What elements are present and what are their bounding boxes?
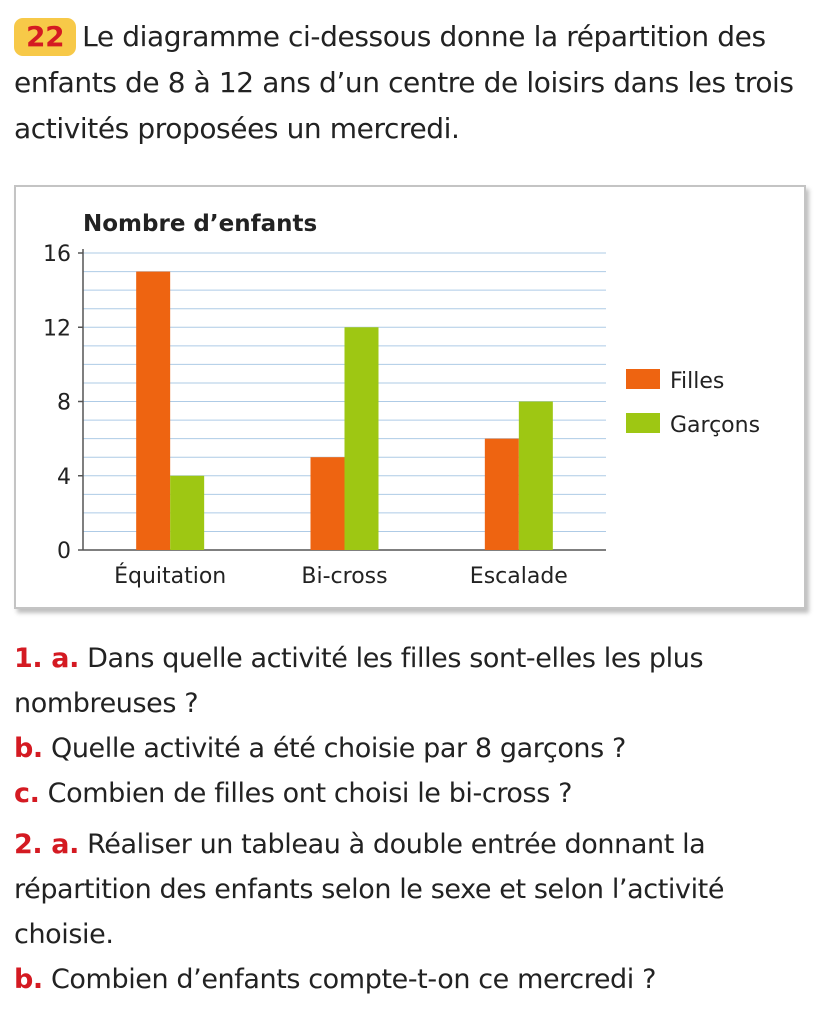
question-2a [14, 822, 814, 957]
bar-garons-1 [345, 327, 379, 550]
bar-garons-0 [170, 476, 204, 550]
question-2b [14, 957, 814, 1002]
chart-title: Nombre d’enfants [83, 211, 318, 237]
x-category-label: Escalade [469, 564, 568, 589]
y-tick-label: 12 [43, 316, 71, 342]
bar-filles-0 [136, 272, 170, 550]
bar-filles-2 [485, 439, 519, 550]
legend-label-1: Garçons [670, 413, 761, 438]
bar-filles-1 [311, 457, 345, 550]
exercise-intro-text: Le diagramme ci-dessous donne la répartition des enfants de 8 à 12 ans d’un centre de loisirs dans les trois activités proposées un mercredi. [14, 20, 794, 145]
x-category-label: Équitation [114, 564, 227, 589]
y-tick-label: 8 [57, 390, 71, 416]
question-2a-text: Réaliser un tableau à double entrée donnant la répartition des enfants selon le sexe et selon l’activité choisie. [14, 829, 725, 950]
legend-swatch-0 [626, 369, 660, 389]
question-1a-text: Dans quelle activité les filles sont-elles les plus nombreuses ? [14, 643, 704, 719]
question-2b-text: Combien d’enfants compte-t-on ce mercredi ? [42, 964, 657, 995]
question-1a [14, 636, 814, 726]
question-1b [14, 726, 814, 771]
bar-chart [16, 187, 802, 605]
question-1b-text: Quelle activité a été choisie par 8 garçons ? [42, 733, 626, 764]
question-2a-number: 2. a. [14, 829, 79, 860]
bar-garons-2 [519, 402, 553, 551]
y-tick-label: 0 [57, 539, 71, 564]
y-tick-label: 16 [43, 242, 71, 267]
question-1c [14, 771, 814, 816]
legend-swatch-1 [626, 413, 660, 433]
exercise-intro [14, 14, 814, 152]
exercise-number-badge: 22 [14, 18, 76, 56]
legend-label-0: Filles [670, 369, 725, 394]
x-category-label: Bi-cross [301, 564, 388, 589]
question-1c-text: Combien de filles ont choisi le bi-cross ? [39, 778, 572, 809]
questions-list [14, 636, 814, 1002]
question-2b-number: b. [14, 964, 43, 995]
y-tick-label: 4 [57, 464, 71, 490]
question-1c-number: c. [14, 778, 40, 809]
question-1b-number: b. [14, 733, 43, 764]
question-1a-number: 1. a. [14, 643, 79, 674]
chart-box [14, 185, 806, 609]
